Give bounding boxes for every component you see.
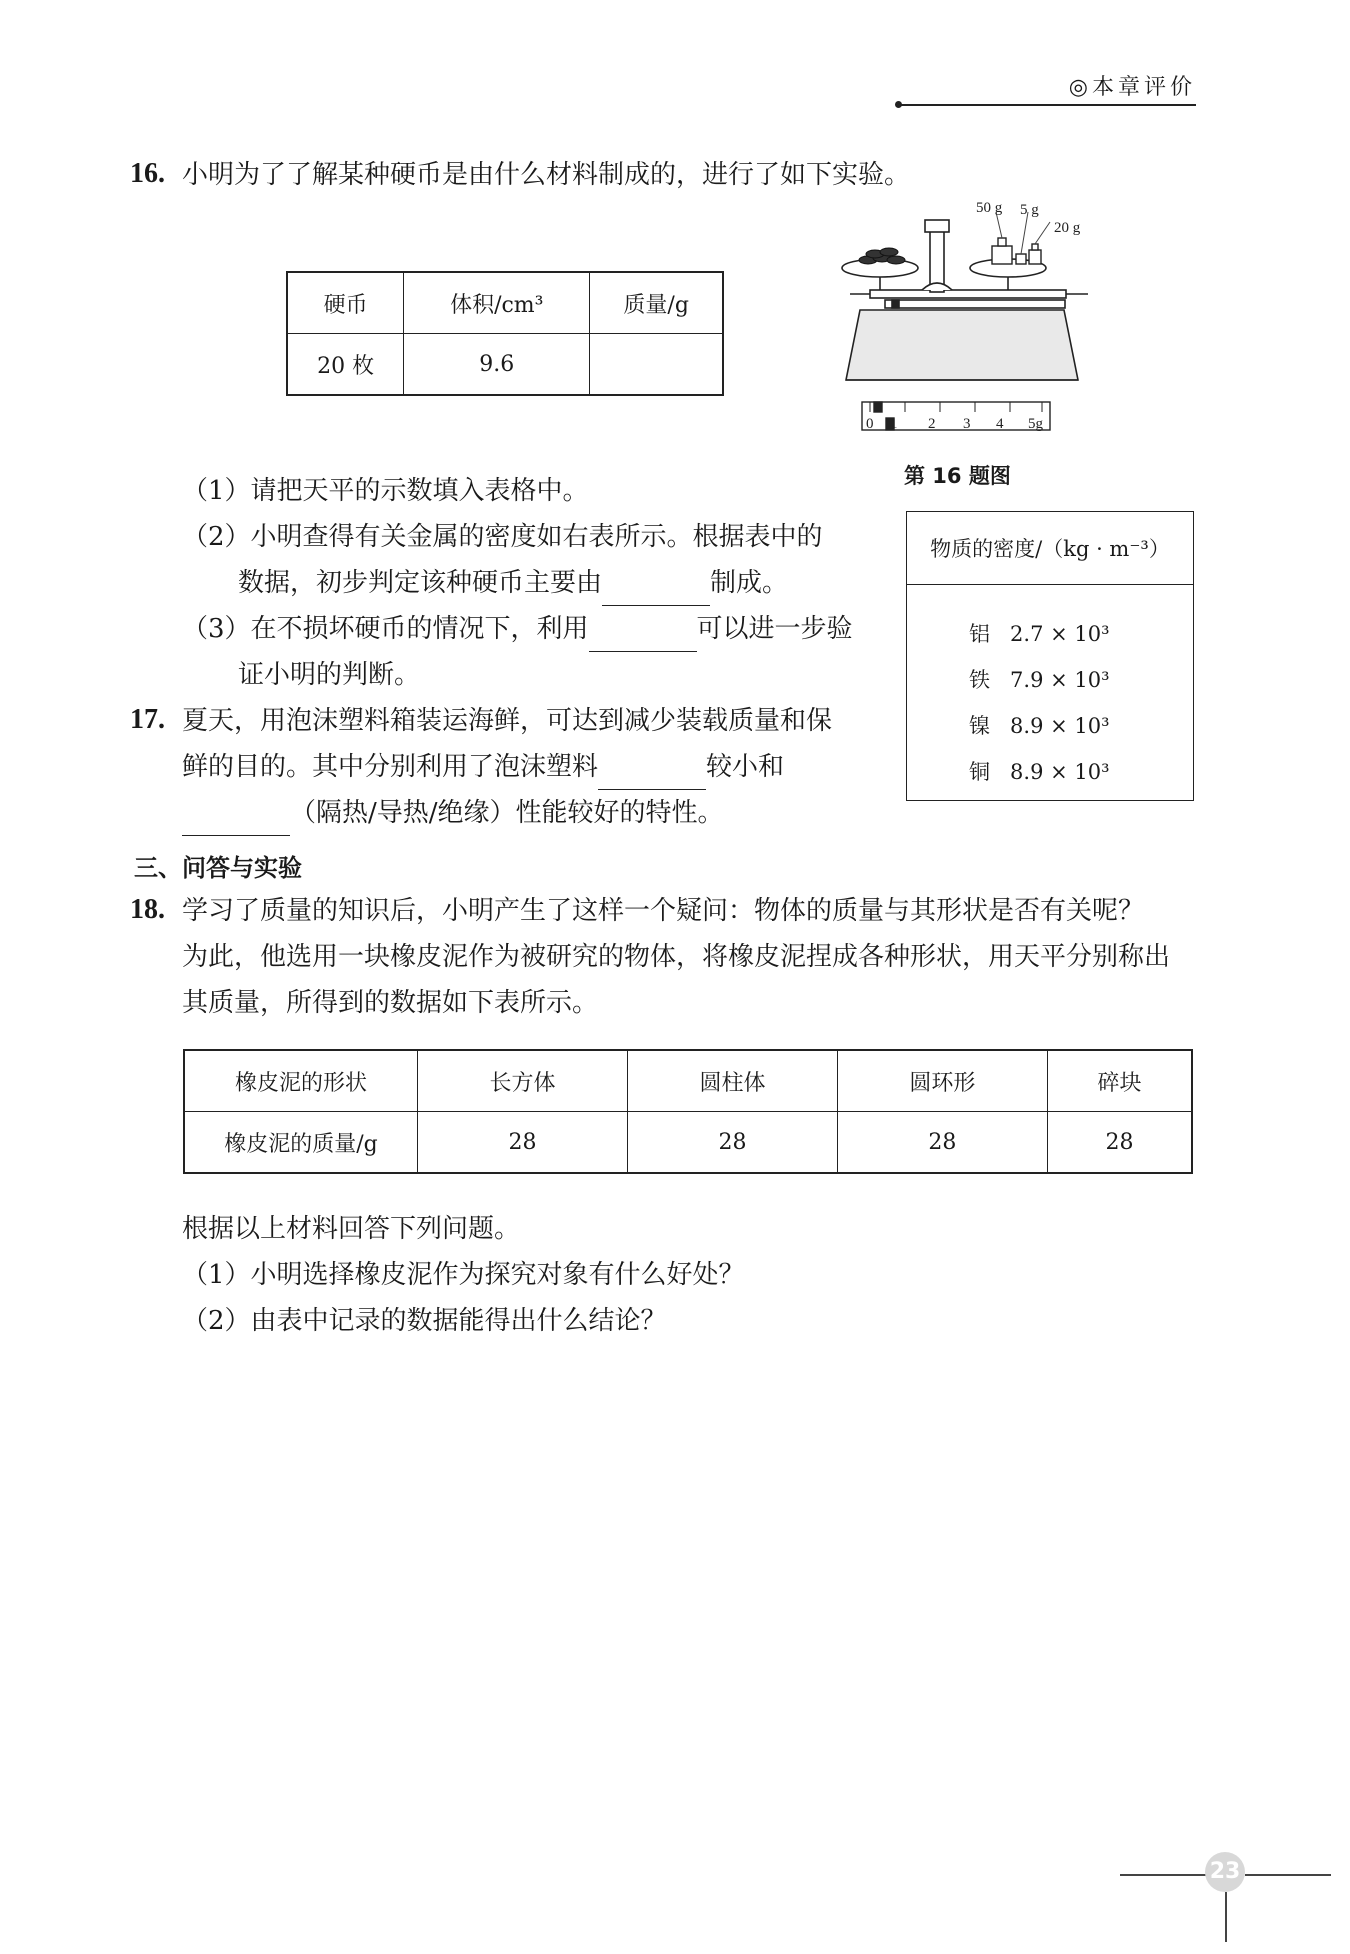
q18-line2: 为此，他选用一块橡皮泥作为被研究的物体，将橡皮泥捏成各种形状，用天平分别称出	[182, 942, 1171, 972]
coin-table-cell: 20 枚	[287, 334, 404, 396]
q18-number: 18.	[130, 894, 165, 925]
page-rule	[1225, 1892, 1227, 1942]
clay-table-cell: 28	[1047, 1112, 1192, 1174]
q18-line1: 学习了质量的知识后，小明产生了这样一个疑问：物体的质量与其形状是否有关呢？	[182, 896, 1145, 926]
q17-property2-blank[interactable]	[182, 805, 290, 836]
q18-sub2: （2）由表中记录的数据能得出什么结论？	[182, 1306, 667, 1336]
weight-label: 20 g	[1054, 220, 1081, 236]
coin-table-cell: 9.6	[404, 334, 590, 396]
clay-table-cell: 橡皮泥的质量/g	[184, 1112, 418, 1174]
metal-name: 镍	[969, 714, 990, 738]
clay-table-header: 圆环形	[837, 1050, 1047, 1112]
q16-sub2-line2	[238, 560, 788, 606]
metal-density: 8.9 × 10³	[1010, 714, 1110, 738]
q16-method-blank[interactable]	[589, 621, 697, 652]
metal-name: 铝	[969, 622, 990, 646]
coin-mass-answer-cell[interactable]	[590, 334, 723, 396]
q16-text: 小明为了了解某种硬币是由什么材料制成的，进行了如下实验。	[182, 160, 911, 190]
q17-text: 较小和	[706, 752, 785, 782]
clay-table-header: 圆柱体	[627, 1050, 837, 1112]
coin-table-header: 硬币	[287, 272, 404, 334]
density-row	[969, 710, 1110, 740]
balance-figure	[830, 198, 1100, 436]
density-table-header: 物质的密度/（kg · m⁻³）	[907, 512, 1193, 585]
clay-table-header: 碎块	[1047, 1050, 1192, 1112]
metal-density: 2.7 × 10³	[1010, 622, 1110, 646]
coin-table-header: 质量/g	[590, 272, 723, 334]
q18-line3: 其质量，所得到的数据如下表所示。	[182, 988, 599, 1018]
q17-text: 鲜的目的。其中分别利用了泡沫塑料	[182, 752, 599, 782]
chapter-header: ◎本章评价	[1068, 75, 1196, 100]
scale-tick: 0	[866, 416, 874, 432]
section-title: 三、问答与实验	[134, 854, 302, 882]
q16-sub3-line1	[182, 606, 853, 652]
q16-sub3-text: 可以进一步验	[696, 614, 853, 644]
clay-table-cell: 28	[418, 1112, 628, 1174]
figure-caption: 第 16 题图	[904, 464, 1011, 488]
q16-number: 16.	[130, 158, 165, 189]
weight-label: 50 g	[976, 200, 1003, 216]
clay-table-cell: 28	[627, 1112, 837, 1174]
q16-sub3-line2: 证小明的判断。	[238, 660, 421, 690]
density-table	[906, 511, 1194, 801]
metal-density: 8.9 × 10³	[1010, 760, 1110, 784]
q16-sub3-text: （3）在不损坏硬币的情况下，利用	[182, 614, 589, 644]
metal-name: 铜	[969, 760, 990, 784]
metal-name: 铁	[969, 668, 990, 692]
density-row	[969, 618, 1110, 648]
q17-number: 17.	[130, 704, 165, 735]
q17-line2	[182, 744, 784, 790]
q16-sub2-text: 制成。	[710, 568, 789, 598]
clay-table-cell: 28	[837, 1112, 1047, 1174]
clay-table-header: 橡皮泥的形状	[184, 1050, 418, 1112]
scale-tick: 1	[890, 416, 898, 432]
coin-table-header: 体积/cm³	[404, 272, 590, 334]
scale-tick: 5g	[1028, 416, 1043, 432]
q16-sub1: （1）请把天平的示数填入表格中。	[182, 476, 589, 506]
q17-line3	[182, 790, 724, 836]
density-row	[969, 756, 1110, 786]
clay-table	[183, 1049, 1193, 1174]
scale-tick: 2	[928, 416, 936, 432]
page-rule	[1120, 1874, 1206, 1876]
q18-prompt: 根据以上材料回答下列问题。	[182, 1214, 521, 1244]
q17-line1: 夏天，用泡沫塑料箱装运海鲜，可达到减少装载质量和保	[182, 706, 833, 736]
q16-material-blank[interactable]	[602, 575, 710, 606]
q17-text: （隔热/导热/绝缘）性能较好的特性。	[290, 798, 724, 828]
q17-property-blank[interactable]	[598, 759, 706, 790]
q18-sub1: （1）小明选择橡皮泥作为探究对象有什么好处？	[182, 1260, 745, 1290]
metal-density: 7.9 × 10³	[1010, 668, 1110, 692]
density-row	[969, 664, 1110, 694]
page-number: 23	[1205, 1852, 1245, 1892]
q16-sub2-line1: （2）小明查得有关金属的密度如右表所示。根据表中的	[182, 522, 823, 552]
scale-tick: 3	[963, 416, 971, 432]
clay-table-header: 长方体	[418, 1050, 628, 1112]
page-rule	[1245, 1874, 1331, 1876]
q16-sub2-text: 数据，初步判定该种硬币主要由	[238, 568, 603, 598]
header-rule	[900, 104, 1196, 106]
coin-table	[286, 271, 724, 396]
scale-tick: 4	[996, 416, 1004, 432]
weight-label: 5 g	[1020, 202, 1039, 218]
